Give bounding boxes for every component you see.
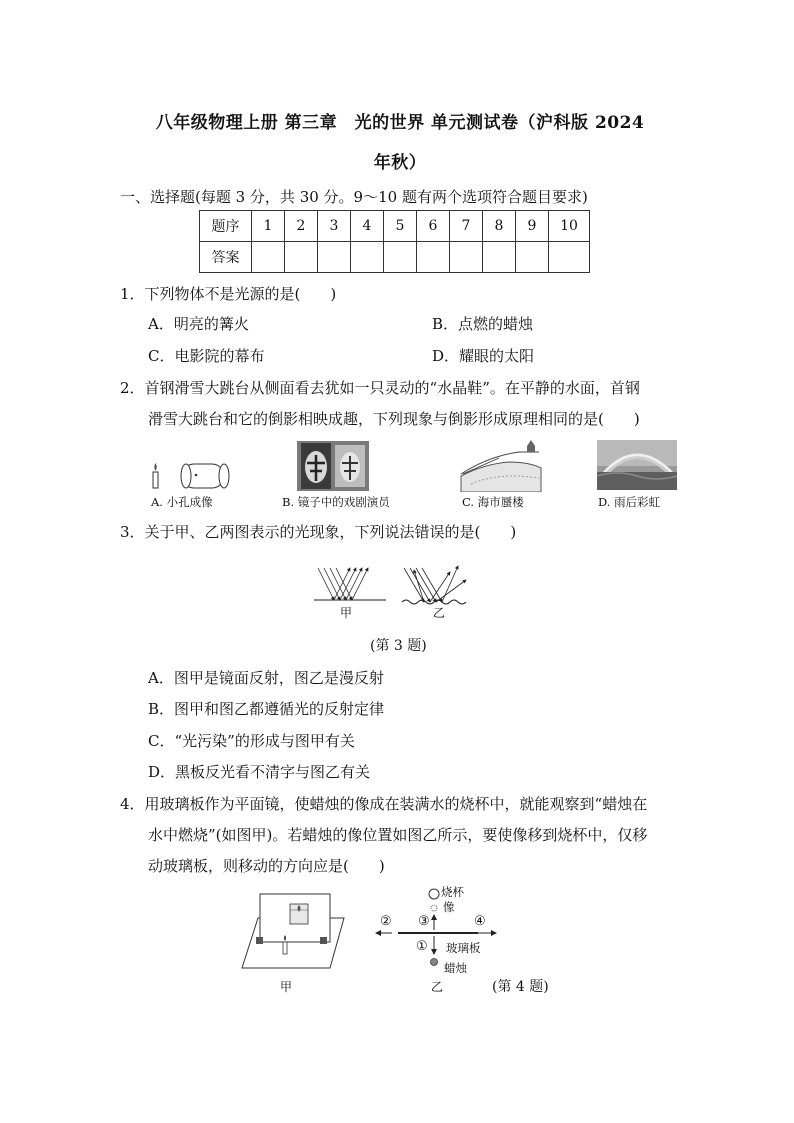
answer-cell[interactable] (516, 242, 549, 273)
q1-option-c: C．电影院的幕布 (148, 347, 265, 365)
table-cell: 7 (450, 211, 483, 242)
table-row (200, 211, 590, 242)
answer-cell[interactable] (417, 242, 450, 273)
page-title-line2: 年秋） (373, 153, 427, 173)
q2-caption-b: B. 镜子中的戏剧演员 (282, 495, 390, 509)
q4-direction-3: ③ (418, 914, 430, 929)
q4-label-image: 像 (443, 900, 455, 914)
table-row (200, 242, 590, 273)
section-heading: 一、选择题(每题 3 分，共 30 分。9～10 题有两个选项符合题目要求) (120, 188, 588, 206)
question-2-stem-line2: 滑雪大跳台和它的倒影相映成趣，下列现象与倒影形成原理相同的是( ) (148, 410, 640, 428)
q3-figure-caption: (第 3 题) (370, 638, 427, 654)
question-1-stem: 1．下列物体不是光源的是( ) (120, 285, 337, 303)
page-title-line1: 八年级物理上册 第三章 光的世界 单元测试卷（沪科版 2024 (155, 113, 645, 133)
question-4-stem-line3: 动玻璃板，则移动的方向应是( ) (148, 857, 385, 875)
answer-cell[interactable] (450, 242, 483, 273)
table-cell: 2 (285, 211, 318, 242)
answer-cell[interactable] (549, 242, 590, 273)
answer-cell[interactable] (384, 242, 417, 273)
pinhole-camera-figure (148, 456, 238, 492)
question-4-stem-line1: 4．用玻璃板作为平面镜，使蜡烛的像成在装满水的烧杯中，就能观察到“蜡烛在 (120, 795, 648, 813)
glass-plate-setup-figure (238, 892, 348, 974)
answer-table (199, 210, 590, 273)
table-cell: 10 (549, 211, 590, 242)
q3-label-yi: 乙 (433, 606, 446, 620)
question-3-stem: 3．关于甲、乙两图表示的光现象，下列说法错误的是( ) (120, 523, 517, 541)
q3-option-a: A．图甲是镜面反射，图乙是漫反射 (148, 669, 384, 687)
mirage-figure (459, 438, 543, 492)
answer-cell[interactable] (351, 242, 384, 273)
q4-label-jia: 甲 (280, 980, 293, 994)
answer-cell[interactable] (285, 242, 318, 273)
table-cell: 9 (516, 211, 549, 242)
answer-cell[interactable] (252, 242, 285, 273)
q1-option-d: D．耀眼的太阳 (432, 347, 535, 365)
q4-direction-4: ④ (474, 914, 486, 929)
opera-actor-mirror-photo (297, 441, 369, 491)
question-4-stem-line2: 水中燃烧”(如图甲)。若蜡烛的像位置如图乙所示，要使像移到烧杯中，仅移 (148, 826, 648, 844)
q1-option-a: A．明亮的篝火 (148, 315, 249, 333)
rainbow-photo (597, 440, 677, 490)
q4-direction-2: ② (380, 914, 392, 929)
table-cell: 1 (252, 211, 285, 242)
q4-figure-caption: (第 4 题) (492, 979, 549, 995)
q3-option-b: B．图甲和图乙都遵循光的反射定律 (148, 700, 385, 718)
q2-caption-a: A. 小孔成像 (151, 495, 213, 509)
answer-cell[interactable] (483, 242, 516, 273)
glass-plate-direction-diagram (370, 884, 500, 974)
q4-label-glass: 玻璃板 (446, 941, 481, 955)
q3-option-d: D．黑板反光看不清字与图乙有关 (148, 763, 371, 781)
q3-option-c: C．“光污染”的形成与图甲有关 (148, 732, 355, 750)
q4-direction-1: ① (416, 939, 428, 954)
answer-cell[interactable] (318, 242, 351, 273)
table-cell: 3 (318, 211, 351, 242)
table-cell: 4 (351, 211, 384, 242)
table-cell: 5 (384, 211, 417, 242)
reflection-diagram (310, 560, 490, 620)
q4-label-yi: 乙 (431, 980, 444, 994)
q1-option-b: B．点燃的蜡烛 (432, 315, 534, 333)
q2-caption-d: D. 雨后彩虹 (598, 495, 661, 509)
table-header-number: 题序 (200, 211, 252, 242)
table-header-answer: 答案 (200, 242, 252, 273)
q3-label-jia: 甲 (340, 606, 353, 620)
table-cell: 6 (417, 211, 450, 242)
q2-caption-c: C. 海市蜃楼 (462, 495, 524, 509)
question-2-stem-line1: 2．首钢滑雪大跳台从侧面看去犹如一只灵动的“水晶鞋”。在平静的水面，首钢 (120, 379, 640, 397)
q4-label-beaker: 烧杯 (441, 885, 464, 899)
q4-label-candle: 蜡烛 (444, 961, 467, 975)
table-cell: 8 (483, 211, 516, 242)
